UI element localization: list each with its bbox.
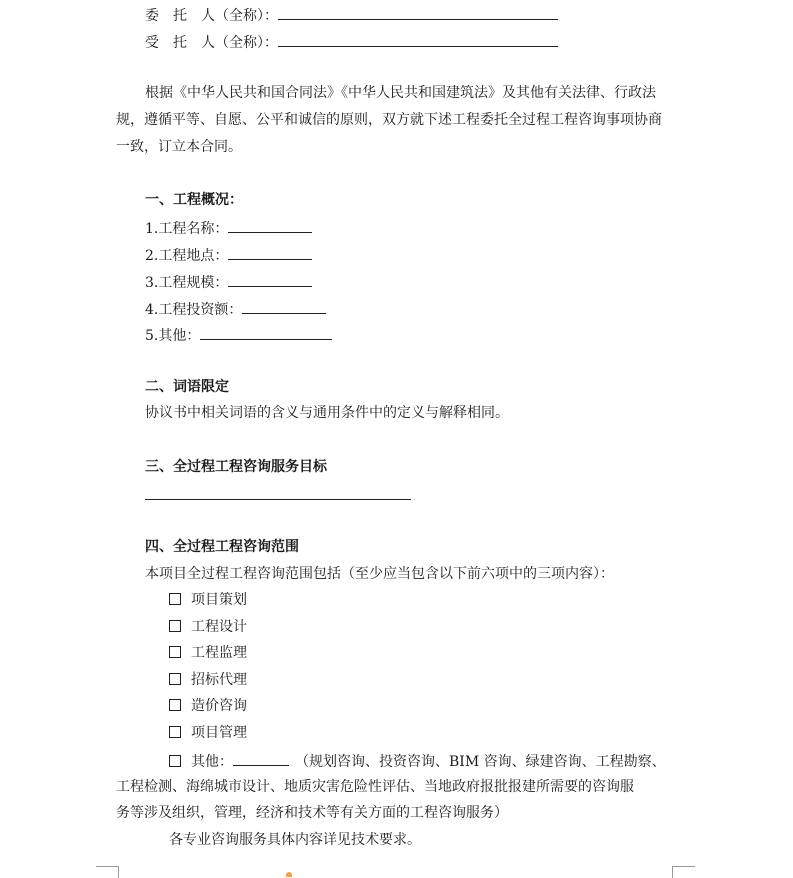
other-note-line-2: 工程检测、海绵城市设计、地质灾害危险性评估、当地政府报批报建所需要的咨询服 (116, 779, 634, 795)
section4-intro: 本项目全过程工程咨询范围包括（至少应当包含以下前六项中的三项内容）： (145, 566, 614, 582)
section3-title: 三、全过程工程咨询服务目标 (145, 459, 327, 475)
project-scale-label: 3.工程规模： (145, 275, 229, 291)
section4-closing: 各专业咨询服务具体内容详见技术要求。 (169, 832, 421, 848)
contractor-line (145, 31, 558, 53)
service-goal-row (145, 484, 411, 506)
other-note-line-1: （规划咨询、投资咨询、BIM 咨询、绿建咨询、工程勘察、 (295, 754, 666, 770)
client-line (145, 4, 558, 26)
project-other-row (145, 324, 332, 346)
tender-agency-checkbox[interactable] (169, 673, 181, 685)
option-label: 项目策划 (191, 592, 247, 608)
project-scale-row (145, 271, 312, 293)
cursor-marker-icon (286, 872, 292, 877)
service-goal-blank[interactable] (145, 484, 411, 500)
option-row (169, 696, 247, 716)
option-label: 工程监理 (191, 645, 247, 661)
project-planning-checkbox[interactable] (169, 593, 181, 605)
project-investment-label: 4.工程投资额： (145, 302, 243, 318)
option-label: 项目管理 (191, 725, 247, 741)
intro-line-3: 一致，订立本合同。 (116, 139, 242, 155)
intro-line-1: 根据《中华人民共和国合同法》《中华人民共和国建筑法》及其他有关法律、行政法 (145, 85, 656, 101)
option-row (169, 617, 247, 637)
contractor-name-blank[interactable] (278, 31, 558, 47)
project-other-label: 5.其他： (145, 328, 201, 344)
option-row (169, 670, 247, 690)
section2-title: 二、词语限定 (145, 379, 229, 395)
other-blank[interactable] (233, 750, 289, 766)
option-label: 招标代理 (191, 672, 247, 688)
project-investment-blank[interactable] (242, 298, 326, 314)
project-name-row (145, 217, 312, 239)
project-scale-blank[interactable] (228, 271, 312, 287)
other-label: 其他： (191, 754, 233, 770)
other-option-row (169, 750, 666, 772)
margin-corner-mark (672, 866, 695, 878)
client-label: 委 托 人（全称）： (145, 8, 278, 24)
engineering-supervision-checkbox[interactable] (169, 646, 181, 658)
option-label: 造价咨询 (191, 698, 247, 714)
other-checkbox[interactable] (169, 755, 181, 767)
project-investment-row (145, 298, 326, 320)
project-name-blank[interactable] (228, 217, 312, 233)
section4-title: 四、全过程工程咨询范围 (145, 539, 299, 555)
option-label: 工程设计 (191, 619, 247, 635)
project-location-blank[interactable] (228, 244, 312, 260)
option-row (169, 590, 247, 610)
option-row (169, 723, 247, 743)
project-location-row (145, 244, 312, 266)
engineering-design-checkbox[interactable] (169, 620, 181, 632)
cost-consulting-checkbox[interactable] (169, 699, 181, 711)
contractor-label: 受 托 人（全称）： (145, 35, 278, 51)
margin-corner-mark (96, 866, 119, 878)
client-name-blank[interactable] (278, 4, 558, 20)
section2-text: 协议书中相关词语的含义与通用条件中的定义与解释相同。 (145, 405, 509, 421)
project-other-blank[interactable] (200, 324, 332, 340)
intro-line-2: 规，遵循平等、自愿、公平和诚信的原则，双方就下述工程委托全过程工程咨询事项协商 (116, 112, 662, 128)
project-location-label: 2.工程地点： (145, 248, 229, 264)
option-row (169, 643, 247, 663)
other-note-line-3: 务等涉及组织，管理，经济和技术等有关方面的工程咨询服务） (116, 805, 508, 821)
project-management-checkbox[interactable] (169, 726, 181, 738)
project-name-label: 1.工程名称： (145, 221, 229, 237)
section1-title: 一、工程概况： (145, 192, 243, 208)
